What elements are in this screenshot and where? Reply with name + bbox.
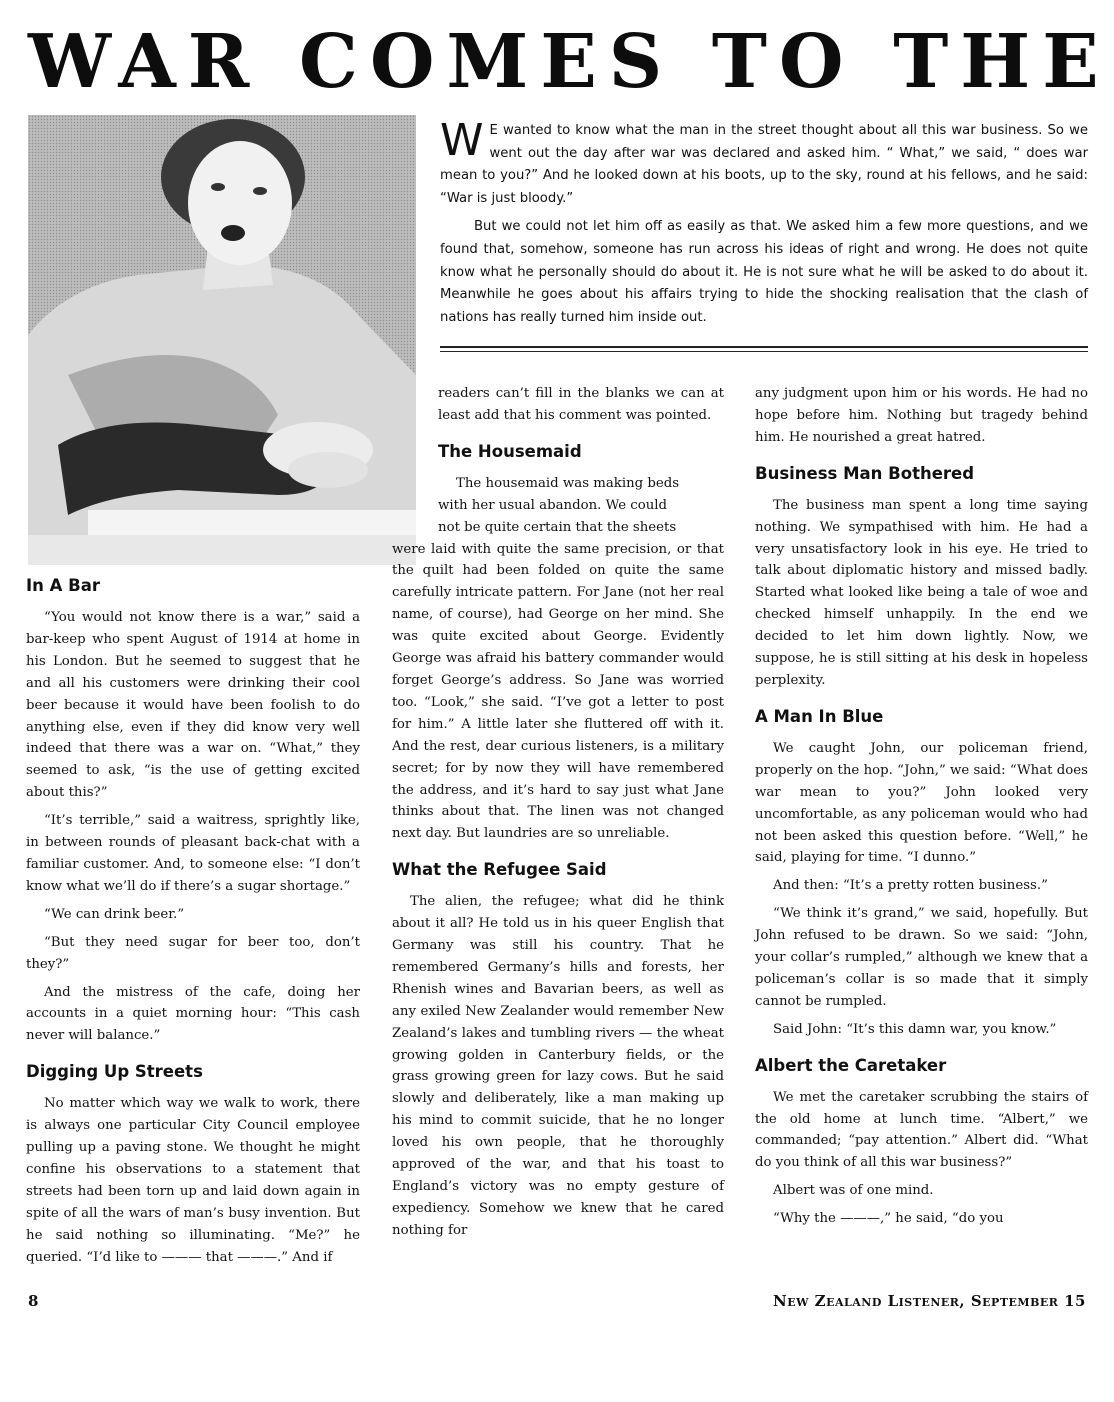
section-heading-man-in-blue: A Man In Blue xyxy=(755,706,884,726)
paragraph: And the mistress of the cafe, doing her accounts in a quiet morning hour: “This cash never will balance.” xyxy=(26,984,360,1044)
paragraph: Said John: “It’s this damn war, you know.” xyxy=(773,1021,1057,1037)
paragraph: And then: “It’s a pretty rotten business.” xyxy=(773,878,1048,894)
paragraph-continued: readers can’t fill in the blanks we can at least add that his comment was pointed. xyxy=(438,386,724,423)
paragraph-continued: any judgment upon him or his words. He had no hope before him. Nothing but tragedy behind him. He nourished a great hatred. xyxy=(755,386,1088,445)
intro-paragraph-1-text: E wanted to know what the man in the street thought about all this war business. So we went out the day after war was declared and asked him. “ What,” we said, “ does war mean to you?” And he looked down at his boots, up to the sky, round at his fellows, and he said: “War is just bloody.” xyxy=(440,123,1088,206)
intro-text xyxy=(440,115,1088,329)
divider-rule xyxy=(440,346,1088,352)
paragraph: “But they need sugar for beer too, don’t they?” xyxy=(26,934,360,972)
masthead-footer: New Zealand Listener, September 15 xyxy=(772,1292,1086,1310)
paragraph: “We can drink beer.” xyxy=(44,906,185,922)
paragraph-line: with her usual abandon. We could xyxy=(438,497,668,513)
section-heading-in-a-bar: In A Bar xyxy=(26,576,100,595)
section-heading-business-man: Business Man Bothered xyxy=(755,463,975,483)
paragraph: Albert was of one mind. xyxy=(773,1183,934,1199)
column-2 xyxy=(392,383,724,1242)
headline: WAR COMES TO THE xyxy=(28,19,1111,105)
column-1 xyxy=(26,575,360,1268)
paragraph-line: The housemaid was making beds xyxy=(456,475,680,491)
paragraph: “Why the ———,” he said, “do you xyxy=(773,1211,1004,1227)
photo-illustration xyxy=(28,115,416,565)
section-heading-albert: Albert the Caretaker xyxy=(755,1055,947,1075)
paragraph: “You would not know there is a war,” said a bar-keep who spent August of 1914 at home in his London. But he seemed to suggest that he and all his customers were drinking their cool beer because it would have been foolish to do anything else, even if they did know very well indeed that there was a war on. “What,” they seemed to ask, “is the use of getting excited about this?” xyxy=(26,610,360,801)
section-heading-digging-up-streets: Digging Up Streets xyxy=(26,1062,203,1082)
paragraph: We met the caretaker scrubbing the stairs of the old home at lunch time. “Albert,” we commanded; “pay attention.” Albert did. “What do you think of all this war business?” xyxy=(755,1089,1088,1171)
page-number: 8 xyxy=(28,1292,39,1310)
drop-cap: W xyxy=(440,115,484,166)
column-3 xyxy=(755,383,1088,1230)
intro-paragraph-1 xyxy=(440,115,1088,210)
woman-photo xyxy=(28,115,416,565)
paragraph: were laid with quite the same precision, or that the quilt had been folded on quite the same carefully intricate pattern. For Jane (not her real name, of course), had George on her mind. She was quite excited about George. Evidently George was afraid his battery commander would forget George’s address. So Jane was worried too. “Look,” she said. “I’ve got a letter to post for him.” A little later she fluttered off with it. And the rest, dear curious listeners, is a military secret; for by now they will have remembered the address, and it’s hard to say just what Jane thinks about that. The linen was not changed next day. But laundries are so unreliable. xyxy=(392,541,724,842)
paragraph: “We think it’s grand,” we said, hopefully. But John refused to be drawn. So we said: “John, your collar’s rumpled,” although we knew that a policeman’s collar is so made that it simply cannot be rumpled. xyxy=(755,906,1088,1009)
paragraph-line: not be quite certain that the sheets xyxy=(438,519,677,535)
section-heading-housemaid: The Housemaid xyxy=(438,441,582,461)
paragraph: We caught John, our policeman friend, properly on the hop. “John,” we said: “What does war mean to you?” John looked very uncomfortable, as any policeman would who had not been asked this question before. “Well,” he said, playing for time. “I dunno.” xyxy=(755,740,1088,866)
paragraph: No matter which way we walk to work, there is always one particular City Council employee pulling up a paving stone. We thought he might confine his observations to a statement that streets had been torn up and laid down again in spite of all the wars of man’s busy invention. But he said nothing so illuminating. “Me?” he queried. “I’d like to ——— that ———.” And if xyxy=(26,1096,360,1265)
intro-paragraph-2: But we could not let him off as easily as that. We asked him a few more questions, and we found that, somehow, someone has run across his ideas of right and wrong. He does not quite know what he personally should do about it. He is not sure what he will be asked to do about it. Meanwhile he goes about his affairs trying to hide the shocking realisation that the clash of nations has really turned him inside out. xyxy=(440,219,1088,325)
paragraph: “It’s terrible,” said a waitress, sprightly like, in between rounds of pleasant back-chat with a familiar customer. And, to someone else: “I don’t know what we’ll do if there’s a sugar shortage.” xyxy=(26,813,360,894)
paragraph: The alien, the refugee; what did he think about it all? He told us in his queer English that Germany was still his country. That he remembered Germany’s hills and forests, her Rhenish wines and Bavarian beers, as well as any exiled New Zealander would remember New Zealand’s lakes and tumbling rivers — the wheat growing golden in Canterbury fields, or the grass growing green for lazy cows. But he said slowly and deliberately, like a man making up his mind to commit suicide, that he no longer loved his own people, that he thoroughly approved of the war, and that his toast to England’s victory was no empty gesture of expediency. Somehow we knew that he cared nothing for xyxy=(392,894,724,1238)
paragraph: The business man spent a long time saying nothing. We sympathised with him. He had a very unsatisfactory look in his eye. He tried to talk about diplomatic history and missed badly. Started what looked like being a tale of woe and checked himself unhappily. In the end we decided to let him down lightly. Now, we suppose, he is still sitting at his desk in hopeless perplexity. xyxy=(755,497,1088,688)
section-heading-refugee: What the Refugee Said xyxy=(392,860,607,880)
